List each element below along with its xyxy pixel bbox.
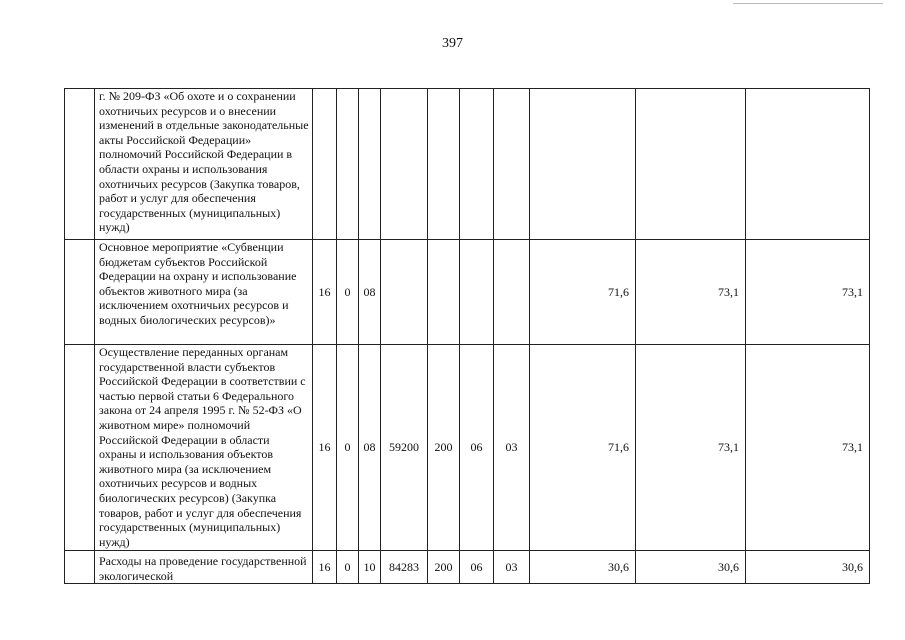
amount-year-1 <box>530 89 636 240</box>
code-subsection <box>494 89 530 240</box>
code-subsection <box>494 240 530 345</box>
amount-year-1: 71,6 <box>530 240 636 345</box>
code-direction <box>381 240 428 345</box>
code-program <box>313 89 337 240</box>
code-direction: 84283 <box>381 551 428 584</box>
code-subsection: 03 <box>494 551 530 584</box>
amount-year-2: 73,1 <box>636 345 746 551</box>
budget-table <box>64 88 870 584</box>
amount-year-2: 73,1 <box>636 240 746 345</box>
amount-year-1: 71,6 <box>530 345 636 551</box>
row-description: г. № 209-ФЗ «Об охоте и о сохранении охотничьих ресурсов и о внесении изменений в отдельные законодательные акты Российской Федерации» полномочий Российской Федерации в области охраны и использования охотничьих ресурсов (Закупка товаров, работ и услуг для обеспечения государственных (муниципальных) нужд) <box>95 89 313 240</box>
code-event <box>359 89 381 240</box>
amount-year-3: 30,6 <box>746 551 870 584</box>
scan-mark <box>733 3 883 4</box>
row-description: Основное мероприятие «Субвенции бюджетам субъектов Российской Федерации на охрану и использование объектов животного мира (за исключением охотничьих ресурсов и водных биологических ресурсов)» <box>95 240 313 345</box>
code-expense-type: 200 <box>428 345 460 551</box>
amount-year-1: 30,6 <box>530 551 636 584</box>
code-program: 16 <box>313 345 337 551</box>
table-row <box>65 240 870 345</box>
row-description: Осуществление переданных органам государственной власти субъектов Российской Федерации в соответствии с частью первой статьи 6 Федерального закона от 24 апреля 1995 г. № 52-ФЗ «О животном мире» полномочий Российской Федерации в области охраны и использования объектов животного мира (за исключением охотничьих ресурсов и водных биологических ресурсов) (Закупка товаров, работ и услуг для обеспечения государственных (муниципальных) нужд) <box>95 345 313 551</box>
code-direction <box>381 89 428 240</box>
code-program: 16 <box>313 551 337 584</box>
code-subprogram <box>337 89 359 240</box>
code-subprogram: 0 <box>337 551 359 584</box>
row-index-cell <box>65 89 95 240</box>
amount-year-2 <box>636 89 746 240</box>
code-event: 08 <box>359 345 381 551</box>
code-section <box>460 89 494 240</box>
amount-year-3 <box>746 89 870 240</box>
amount-year-2: 30,6 <box>636 551 746 584</box>
row-index-cell <box>65 551 95 584</box>
code-expense-type: 200 <box>428 551 460 584</box>
code-event: 08 <box>359 240 381 345</box>
code-subprogram: 0 <box>337 345 359 551</box>
code-section <box>460 240 494 345</box>
code-program: 16 <box>313 240 337 345</box>
code-direction: 59200 <box>381 345 428 551</box>
code-subsection: 03 <box>494 345 530 551</box>
code-section: 06 <box>460 345 494 551</box>
code-subprogram: 0 <box>337 240 359 345</box>
table-row <box>65 551 870 584</box>
table-row <box>65 89 870 240</box>
row-index-cell <box>65 240 95 345</box>
table-row <box>65 345 870 551</box>
row-index-cell <box>65 345 95 551</box>
amount-year-3: 73,1 <box>746 345 870 551</box>
amount-year-3: 73,1 <box>746 240 870 345</box>
code-expense-type <box>428 89 460 240</box>
code-event: 10 <box>359 551 381 584</box>
code-section: 06 <box>460 551 494 584</box>
row-description: Расходы на проведение государственной экологической <box>95 551 313 584</box>
page-number: 397 <box>442 36 463 51</box>
code-expense-type <box>428 240 460 345</box>
